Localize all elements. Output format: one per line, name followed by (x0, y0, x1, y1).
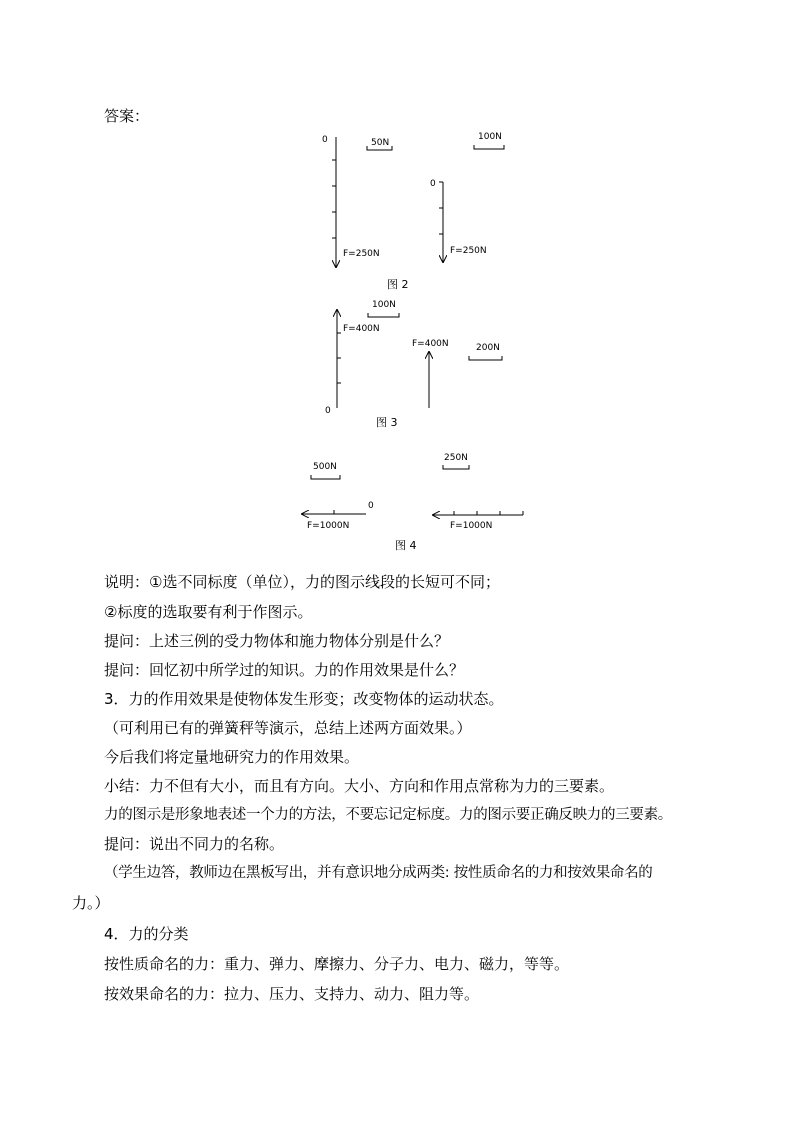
fig2-caption: 图 2 (387, 278, 409, 291)
fig2-right-scale-label: 100N (478, 132, 502, 142)
fig2-right-force-label: F=250N (450, 246, 487, 256)
paragraph-10: 提问：说出不同力的名称。 (104, 835, 285, 853)
paragraph-14: 按性质命名的力：重力、弹力、摩擦力、分子力、电力、磁力，等等。 (104, 955, 570, 973)
fig2-left-force-label: F=250N (343, 249, 380, 259)
paragraph-2: ②标度的选取要有利于作图示。 (104, 603, 313, 621)
paragraph-5: 3．力的作用效果是使物体发生形变；改变物体的运动状态。 (104, 690, 504, 708)
fig3-left-diagram (325, 300, 399, 416)
paragraph-13: 4．力的分类 (104, 925, 189, 943)
fig2-right-zero: 0 (430, 179, 436, 189)
fig2-left-diagram (322, 135, 392, 267)
fig3-left-scale-bar (368, 313, 399, 317)
paragraph-11: （学生边答，教师边在黑板写出，并有意识地分成两类: 按性质命名的力和按效果命名的 (104, 865, 653, 881)
fig4-right-scale-bar (443, 465, 469, 469)
fig4-caption: 图 4 (395, 539, 417, 552)
paragraph-6: （可利用已有的弹簧秤等演示，总结上述两方面效果。） (104, 719, 472, 737)
answer-heading: 答案： (104, 107, 150, 125)
fig3-right-scale-bar (469, 356, 502, 360)
fig4-right-scale-label: 250N (444, 453, 468, 463)
fig4-left-scale-bar (311, 475, 340, 479)
fig2-right-scale-bar (474, 145, 504, 149)
paragraph-15: 按效果命名的力：拉力、压力、支持力、动力、阻力等。 (104, 985, 480, 1003)
fig4-right-diagram (433, 453, 523, 531)
fig4-left-diagram (302, 462, 374, 531)
fig3-right-force-label: F=400N (412, 339, 449, 349)
fig3-right-scale-label: 200N (476, 343, 500, 353)
paragraph-9: 力的图示是形象地表述一个力的方法，不要忘记定标度。力的图示要正确反映力的三要素。 (104, 807, 672, 823)
fig3-left-force-label: F=400N (343, 324, 380, 334)
fig3-caption: 图 3 (376, 416, 398, 429)
paragraph-4: 提问：回忆初中所学过的知识。力的作用效果是什么？ (104, 661, 465, 679)
paragraph-1: 说明：①选不同标度（单位），力的图示线段的长短可不同； (104, 573, 500, 591)
paragraph-8: 小结：力不但有大小，而且有方向。大小、方向和作用点常称为力的三要素。 (104, 777, 615, 795)
paragraph-12: 力。） (72, 894, 110, 912)
fig2-left-zero: 0 (322, 135, 328, 145)
fig3-left-zero: 0 (325, 406, 331, 416)
fig4-left-zero: 0 (368, 501, 374, 511)
fig4-left-force-label: F=1000N (307, 521, 350, 531)
paragraph-7: 今后我们将定量地研究力的作用效果。 (104, 748, 360, 766)
fig4-left-scale-label: 500N (313, 462, 337, 472)
fig3-left-scale-label: 100N (372, 300, 396, 310)
fig4-right-force-label: F=1000N (450, 521, 493, 531)
force-diagrams (0, 0, 794, 560)
fig2-right-diagram (430, 132, 504, 262)
fig2-left-scale-label: 50N (371, 138, 390, 148)
paragraph-3: 提问：上述三例的受力物体和施力物体分别是什么？ (104, 632, 450, 650)
fig3-right-diagram (412, 339, 502, 408)
